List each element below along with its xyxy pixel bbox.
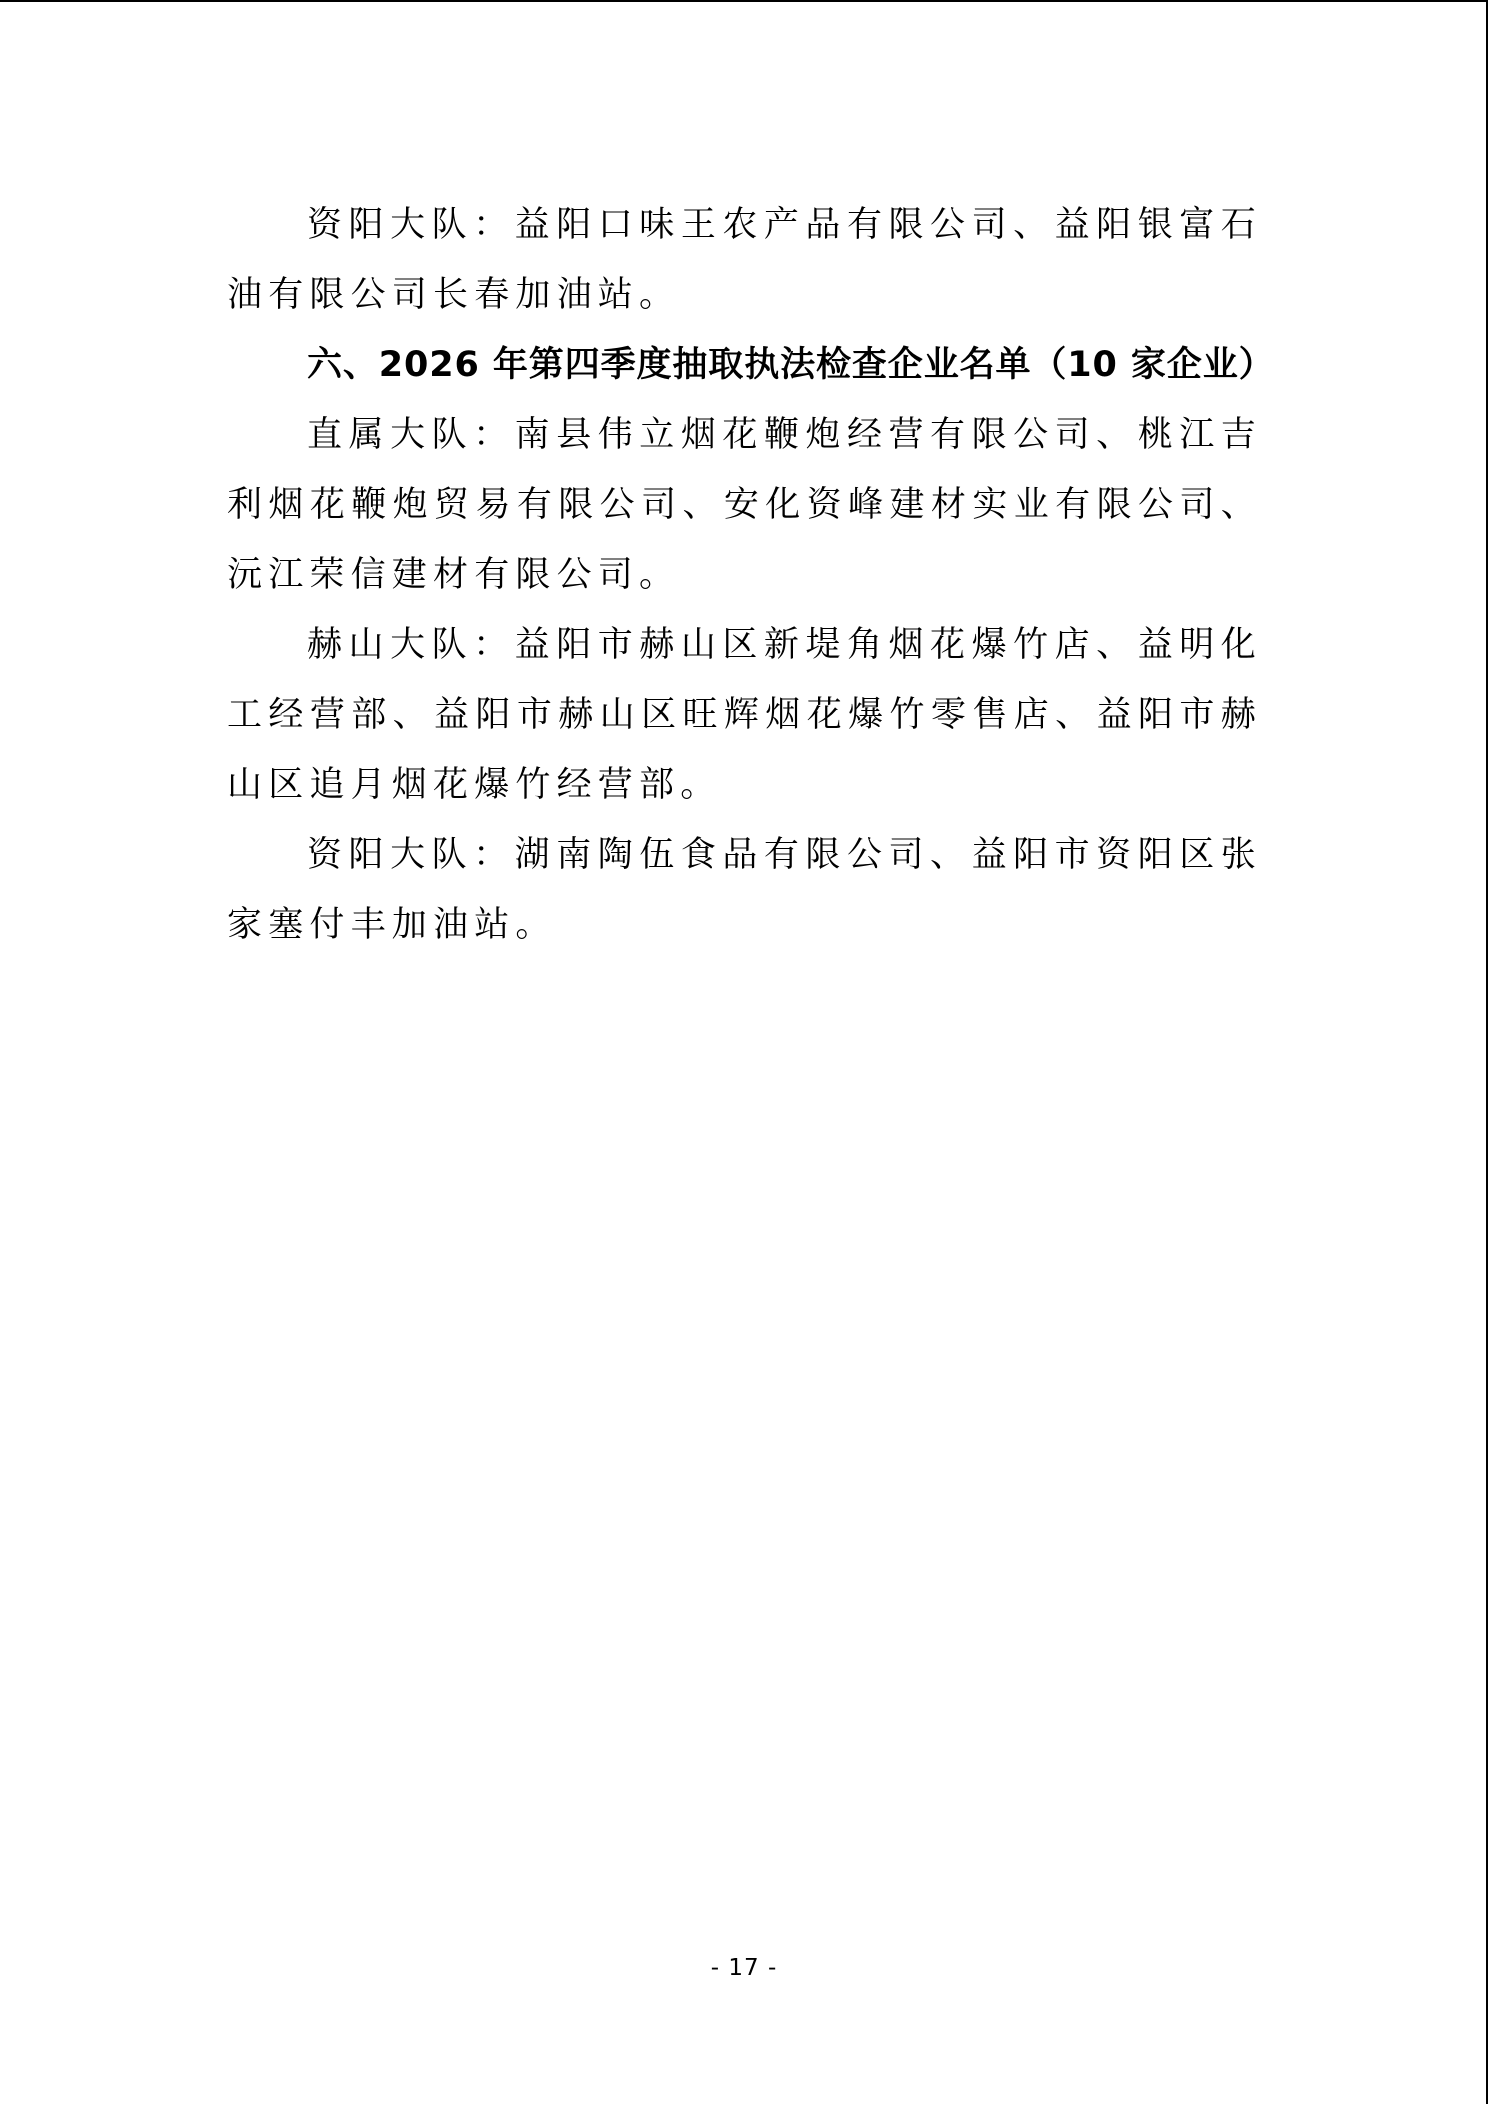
section-heading-q4: 六、2026 年第四季度抽取执法检查企业名单（10 家企业）: [307, 345, 1275, 385]
paragraph-ziyang-q3: 资阳大队：益阳口味王农产品有限公司、益阳银富石油有限公司长春加油站。: [227, 205, 1262, 315]
paragraph-direct-brigade: 直属大队：南县伟立烟花鞭炮经营有限公司、桃江吉利烟花鞭炮贸易有限公司、安化资峰建材实业有限公司、沅江荣信建材有限公司。: [227, 415, 1262, 595]
paragraph-heshan-brigade: 赫山大队：益阳市赫山区新堤角烟花爆竹店、益明化工经营部、益阳市赫山区旺辉烟花爆竹零售店、益阳市赫山区追月烟花爆竹经营部。: [227, 625, 1262, 805]
page-number: - 17 -: [710, 1955, 778, 1981]
paragraph-ziyang-q4: 资阳大队：湖南陶伍食品有限公司、益阳市资阳区张家塞付丰加油站。: [227, 835, 1262, 945]
document-body: [227, 190, 1275, 960]
